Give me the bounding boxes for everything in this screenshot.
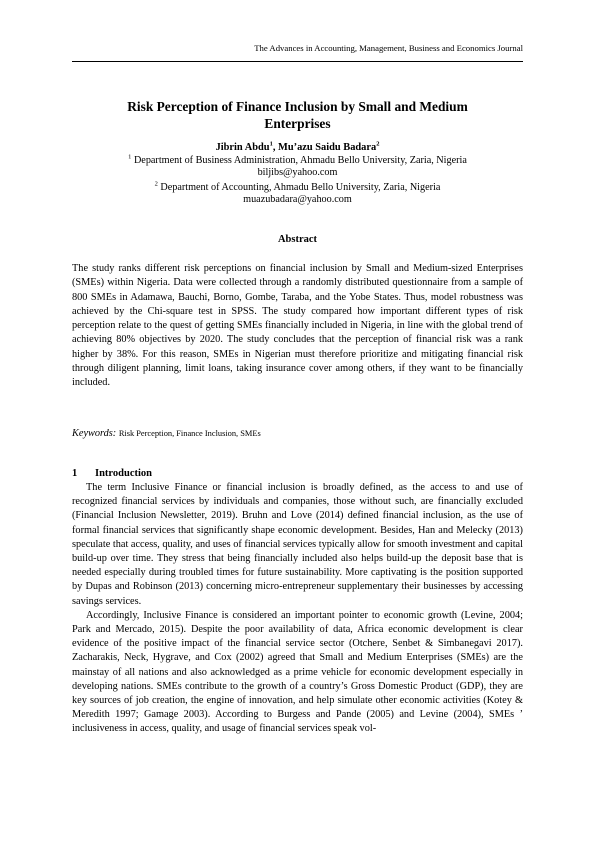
keywords-label: Keywords:	[72, 428, 117, 439]
affiliation-superscript: 2	[154, 180, 158, 188]
author-list	[72, 141, 523, 154]
introduction-body	[72, 481, 523, 737]
keywords	[72, 428, 523, 440]
paragraph: The term Inclusive Finance or financial inclusion is broadly defined, as the access to and use of recognized financial services by individuals and companies, those without such, are financially excluded (Financial Inclusion Newsletter, 2019). Bruhn and Love (2014) defined financial inclusion, as the use of formal financial services that significantly shape economic development. Besides, Han and Melecky (2013) speculate that access, quality, and uses of financial services typically allow for smooth investment and capital build-up over time. They stress that being financially included also helps build-up the deposit base that is needed especially during troubled times for future sustainability. More captivating is the position supported by Dupas and Robinson (2013) concerning micro-entrepreneur supplementary their businesses by accessing savings services.	[72, 482, 523, 607]
affiliation-email: biljibs@yahoo.com	[257, 167, 338, 178]
author-superscript: 1	[269, 140, 273, 148]
section-heading	[72, 467, 523, 480]
author-name: Jibrin Abdu	[215, 142, 270, 153]
section-number: 1	[72, 468, 78, 479]
affiliation-2	[72, 182, 523, 206]
abstract-body: The study ranks different risk perceptions on financial inclusion by Small and Medium-sized Enterprises (SMEs) within Nigeria. Data were collected through a randomly distributed questionnaire from a sample of 800 SMEs in Adamawa, Bauchi, Borno, Gombe, Taraba, and the Yobe States. Thus, model robustness was achieved by the Chi-square test in SPSS. The study compared how important different types of risk perception relate to the quest of getting SMEs financially included in Nigeria, in line with the global trend of achieving 80% objectives by 2020. The study concludes that the perception of financial risk was a rank higher by 38%. For this reason, SMEs in Nigerian must therefore prioritize and mitigating financial risk through diligent planning, limit loans, taking insurance cover among others, if they want to be financially included.	[72, 263, 523, 389]
affiliation-dept: Department of Accounting, Ahmadu Bello University, Zaria, Nigeria	[160, 182, 441, 193]
affiliation-text	[72, 155, 523, 167]
author-superscript: 2	[376, 140, 380, 148]
paragraph: Accordingly, Inclusive Finance is considered an important pointer to economic growth (Levine, 2004; Park and Mercado, 2015). Despite the poor availability of data, Africa economic development is clear evidence of the positive impact of the financial service sector (Otchere, Senbet & Simbanegavi 2017). Zacharakis, Neck, Hygrave, and Cox (2002) agreed that Small and Medium Enterprises (SMEs) are the mainstay of all nations and also acknowledged as a prime vehicle for economic development especially in developing nations. SMEs contribute to the growth of a country’s Gross Domestic Product (GDP), they are key sources of job creation, the engine of innovation, and help simulate other economic activities (Kotey & Meredith 1997; Gamage 2003). According to Burgess and Pande (2005) and Levine (2004), SMEs ’ inclusiveness in access, quality, and usage of financial services speak vol-	[72, 609, 523, 735]
section-title: Introduction	[95, 468, 152, 479]
affiliation-1	[72, 155, 523, 179]
abstract-heading: Abstract	[277, 234, 318, 245]
title-line-1: Risk Perception of Finance Inclusion by Small and Medium	[127, 99, 468, 114]
header-rule	[72, 61, 523, 62]
author-name: Mu’azu Saidu Badara	[278, 142, 377, 153]
affiliation-email: muazubadara@yahoo.com	[243, 194, 352, 205]
affiliation-text	[72, 182, 523, 194]
affiliation-superscript: 1	[128, 153, 132, 161]
running-header: The Advances in Accounting, Management, Business and Economics Journal	[254, 43, 523, 53]
title-line-2: Enterprises	[264, 116, 331, 131]
paper-title	[72, 98, 523, 132]
author-separator: ,	[272, 142, 279, 153]
affiliation-dept: Department of Business Administration, Ahmadu Bello University, Zaria, Nigeria	[133, 155, 467, 166]
keywords-text: Risk Perception, Finance Inclusion, SMEs	[118, 429, 261, 438]
